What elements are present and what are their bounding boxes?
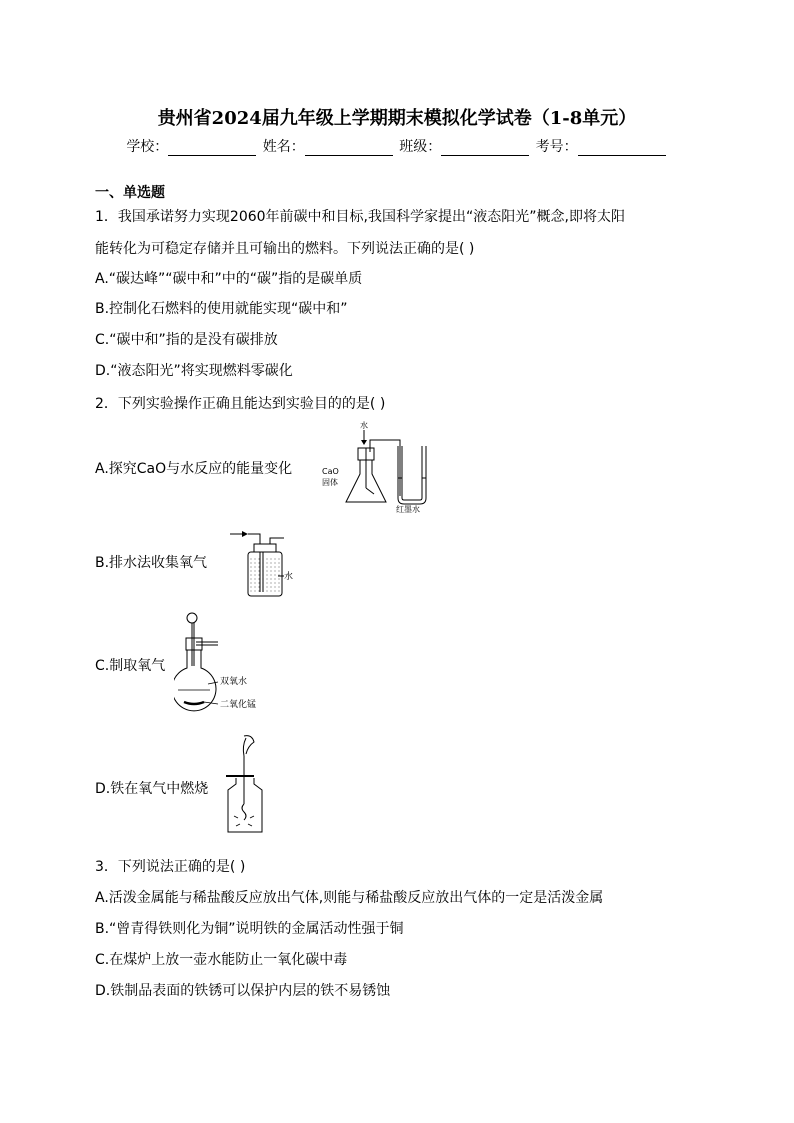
q1-option-c: C.“碳中和”指的是没有碳排放 <box>95 332 278 348</box>
q2-option-d: D.铁在氧气中燃烧 <box>95 781 209 797</box>
q1-option-a: A.“碳达峰”“碳中和”中的“碳”指的是碳单质 <box>95 271 363 287</box>
q2-a-solid-label: 固体 <box>322 478 338 487</box>
q2-option-a: A.探究CaO与水反应的能量变化 <box>95 461 293 477</box>
exam-no-blank <box>578 141 666 156</box>
q3-option-c: C.在煤炉上放一壶水能防止一氧化碳中毒 <box>95 952 348 968</box>
q2-a-cao-label: CaO <box>322 467 339 476</box>
name-blank <box>305 141 393 156</box>
q1-option-d: D.“液态阳光”将实现燃料零碳化 <box>95 363 293 379</box>
student-info-row <box>0 136 794 156</box>
class-blank <box>441 141 529 156</box>
school-blank <box>168 141 256 156</box>
q2-c-oxygen-generator-figure <box>174 610 274 714</box>
q1-stem-line1: 1．我国承诺努力实现2060年前碳中和目标,我国科学家提出“液态阳光”概念,即将太阳 <box>95 209 625 225</box>
q2-d-iron-burning-figure <box>218 732 270 836</box>
name-label: 姓名： <box>262 139 305 155</box>
q2-stem: 2．下列实验操作正确且能达到实验目的的是( ) <box>95 396 386 412</box>
q2-c-h2o2-label: 双氧水 <box>220 677 248 687</box>
section-heading: 一、单选题 <box>95 185 165 201</box>
q3-stem: 3．下列说法正确的是( ) <box>95 859 246 875</box>
q2-a-apparatus-figure <box>320 418 440 514</box>
exam-no-label: 考号： <box>535 139 578 155</box>
school-label: 学校： <box>126 139 169 155</box>
q3-option-d: D.铁制品表面的铁锈可以保护内层的铁不易锈蚀 <box>95 983 391 999</box>
q2-b-gas-bottle-figure <box>226 530 302 600</box>
q2-c-mno2-label: 二氧化锰 <box>220 700 257 710</box>
page-title: 贵州省2024届九年级上学期期末模拟化学试卷（1-8单元） <box>157 108 637 129</box>
q2-b-water-label: 水 <box>284 572 294 582</box>
q2-a-water-label: 水 <box>360 421 368 430</box>
q1-option-b: B.控制化石燃料的使用就能实现“碳中和” <box>95 301 348 317</box>
q2-option-c: C.制取氧气 <box>95 658 166 674</box>
q1-stem-line2: 能转化为可稳定存储并且可输出的燃料。下列说法正确的是( ) <box>95 241 475 257</box>
q2-a-ink-label: 红墨水 <box>396 505 420 514</box>
q3-option-b: B.“曾青得铁则化为铜”说明铁的金属活动性强于铜 <box>95 921 404 937</box>
q2-option-b: B.排水法收集氧气 <box>95 555 208 571</box>
q3-option-a: A.活泼金属能与稀盐酸反应放出气体,则能与稀盐酸反应放出气体的一定是活泼金属 <box>95 890 604 906</box>
class-label: 班级： <box>399 139 442 155</box>
